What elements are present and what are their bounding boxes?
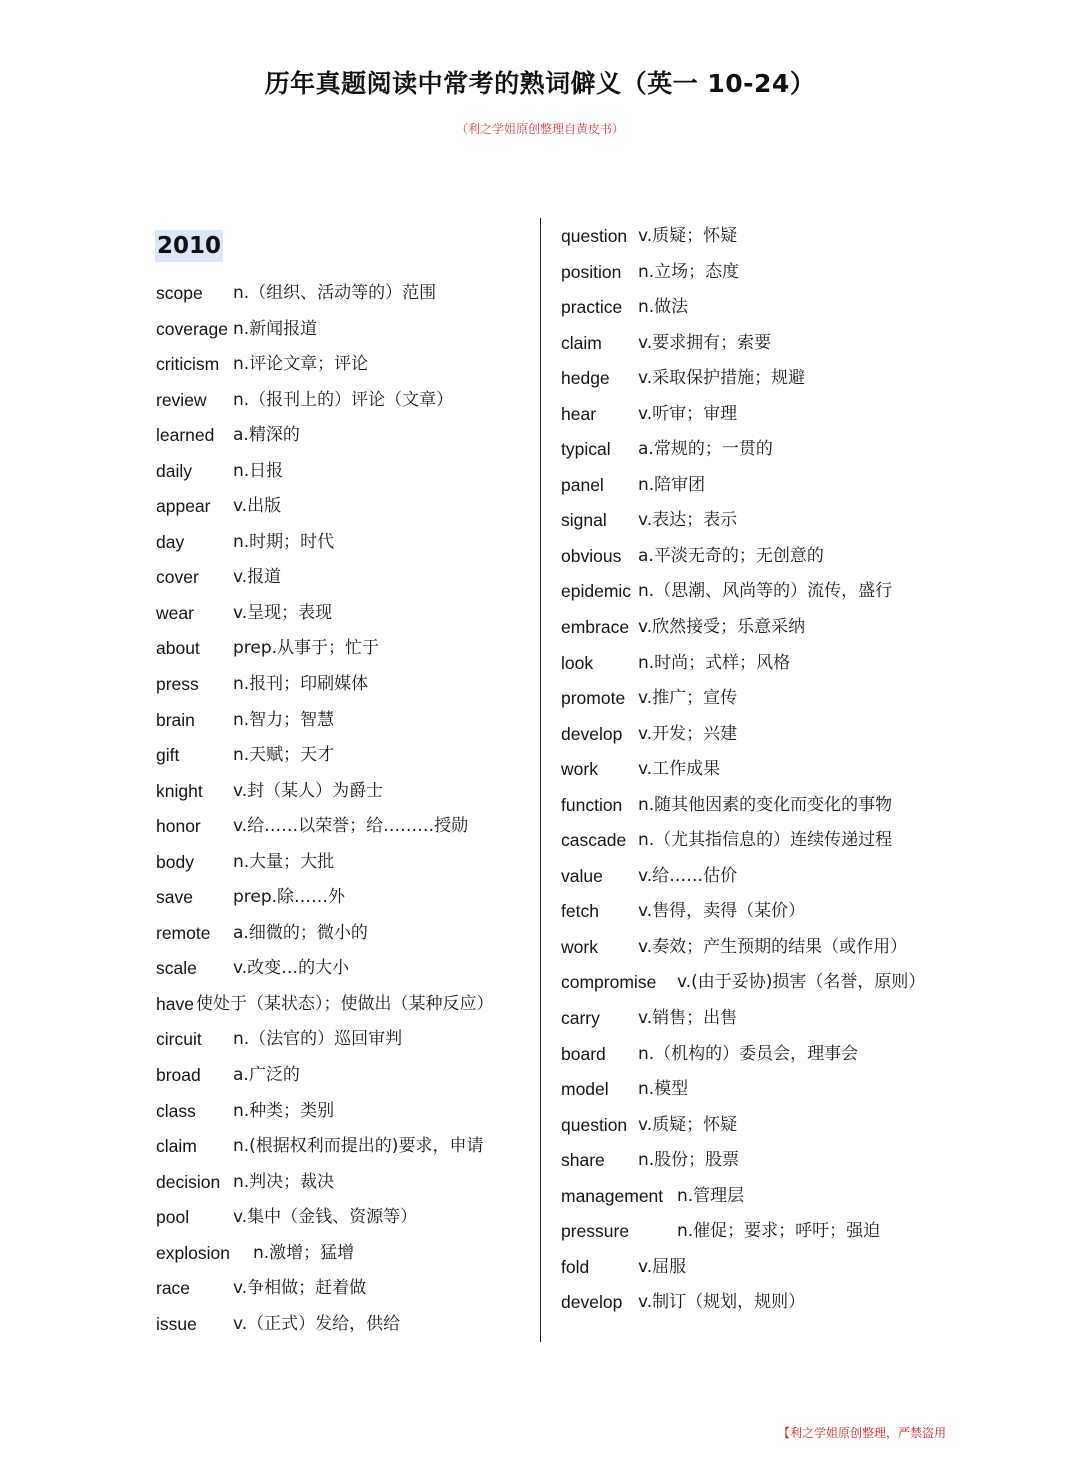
vocab-definition: n.模型 (638, 1079, 689, 1100)
year-heading: 2010 (155, 230, 223, 262)
vocab-definition: v.(由于妥协)损害（名誉，原则） (677, 972, 926, 993)
vocab-definition: n.管理层 (677, 1185, 745, 1206)
vocab-entry (156, 845, 536, 881)
vocab-definition: v.推广；宣传 (638, 688, 738, 709)
vocab-entry (156, 454, 536, 490)
vocab-word: typical (561, 439, 611, 460)
vocab-word: develop (561, 1292, 623, 1313)
vocab-word: scope (156, 283, 203, 303)
vocab-entry (156, 276, 536, 312)
vocab-word: obvious (561, 545, 622, 566)
vocab-definition: n.（法官的）巡回审判 (233, 1029, 403, 1050)
vocab-word: wear (156, 602, 194, 623)
vocab-entry (561, 361, 941, 397)
vocab-word: brain (156, 709, 195, 730)
vocab-word: look (561, 652, 594, 673)
vocab-entry (156, 418, 536, 454)
vocab-definition: v.出版 (233, 496, 282, 517)
vocab-word: learned (156, 425, 215, 446)
vocab-entry (156, 987, 536, 1023)
vocab-definition: n.（思潮、风尚等的）流传，盛行 (638, 581, 893, 602)
vocab-word: remote (156, 922, 211, 943)
vocab-entry (561, 1001, 941, 1037)
vocab-definition: n.催促；要求；呼吁；强迫 (677, 1221, 881, 1242)
vocab-entry (156, 1129, 536, 1165)
vocab-definition: v.奏效；产生预期的结果（或作用） (638, 936, 908, 957)
vocab-word: epidemic (561, 581, 632, 602)
vocab-word: pool (156, 1207, 190, 1228)
vocab-definition: n.随其他因素的变化而变化的事物 (638, 794, 893, 815)
vocab-definition: n.报刊；印刷媒体 (233, 674, 369, 695)
vocab-definition: n.（机构的）委员会，理事会 (638, 1043, 859, 1064)
vocab-definition: v.给……估价 (638, 865, 738, 886)
column-divider (540, 218, 541, 1342)
vocab-entry (561, 788, 941, 824)
vocab-entry (156, 774, 536, 810)
vocab-word: knight (156, 780, 203, 801)
vocab-definition: v.开发；兴建 (638, 723, 738, 744)
vocab-word: cascade (561, 830, 627, 851)
vocab-definition: v.呈现；表现 (233, 602, 333, 623)
vocab-definition: n.判决；裁决 (233, 1171, 335, 1192)
vocab-definition: a.广泛的 (233, 1065, 300, 1086)
vocab-definition: n.时期；时代 (233, 531, 335, 552)
vocab-definition: n.（报刊上的）评论（文章） (233, 389, 454, 410)
vocab-definition: n.陪审团 (638, 474, 706, 495)
vocab-entry (561, 397, 941, 433)
vocab-entry (561, 503, 941, 539)
vocab-entry (561, 1214, 941, 1250)
vocab-word: race (156, 1278, 191, 1299)
vocab-word: day (156, 531, 185, 552)
document-subtitle: （利之学姐原创整理自黄皮书） (455, 122, 624, 136)
vocab-definition: n.做法 (638, 297, 689, 318)
vocab-word: coverage (156, 318, 228, 339)
vocab-definition: prep.除……外 (233, 887, 346, 908)
vocab-definition: v.屈服 (638, 1256, 687, 1277)
vocab-entry (156, 489, 536, 525)
vocab-definition: v.质疑；怀疑 (638, 226, 738, 246)
vocab-entry (156, 1200, 536, 1236)
vocab-word: compromise (561, 972, 657, 993)
vocab-entry (156, 809, 536, 845)
vocab-definition: v.报道 (233, 567, 282, 588)
vocab-definition: a.细微的；微小的 (233, 922, 368, 943)
vocab-entry (561, 574, 941, 610)
vocab-word: develop (561, 723, 623, 744)
vocab-definition: n.天赋；天才 (233, 745, 335, 766)
vocab-word: board (561, 1043, 606, 1064)
vocab-definition: v.欣然接受；乐意采纳 (638, 617, 806, 638)
vocab-entry (156, 738, 536, 774)
vocab-entry (561, 1108, 941, 1144)
vocab-entry (156, 1058, 536, 1094)
vocab-definition: v.工作成果 (638, 759, 721, 780)
vocab-word: claim (561, 332, 602, 353)
vocab-definition: n.智力；智慧 (233, 709, 335, 730)
vocab-word: gift (156, 745, 180, 766)
vocab-word: work (561, 759, 598, 780)
vocab-entry (156, 703, 536, 739)
vocab-definition: n.新闻报道 (233, 318, 318, 339)
vocab-definition: n.种类；类别 (233, 1100, 335, 1121)
vocab-entry (561, 930, 941, 966)
vocab-definition: n.评论文章；评论 (233, 354, 369, 375)
vocab-entry (156, 1236, 536, 1272)
vocab-entry (561, 290, 941, 326)
vocab-word: value (561, 865, 603, 886)
vocab-word: daily (156, 460, 192, 481)
vocab-word: question (561, 1114, 628, 1135)
vocab-word: promote (561, 688, 626, 709)
vocab-word: broad (156, 1065, 201, 1086)
vocab-entry (156, 1307, 536, 1343)
vocab-definition: n.大量；大批 (233, 851, 335, 872)
vocab-word: appear (156, 496, 211, 517)
vocab-entry (561, 965, 941, 1001)
vocab-word: share (561, 1150, 605, 1171)
vocab-definition: v.集中（金钱、资源等） (233, 1207, 418, 1228)
vocab-word: carry (561, 1008, 600, 1029)
vocab-entry (156, 1271, 536, 1307)
vocab-word: scale (156, 958, 197, 979)
vocab-entry (156, 880, 536, 916)
vocab-word: signal (561, 510, 607, 531)
vocab-definition: a.平淡无奇的；无创意的 (638, 545, 824, 566)
vocab-entry (561, 326, 941, 362)
vocab-entry (156, 951, 536, 987)
vocab-definition: v.给……以荣誉；给………授勋 (233, 816, 469, 837)
vocab-word: model (561, 1079, 609, 1100)
right-vocab-column (561, 219, 941, 1321)
vocab-entry (156, 596, 536, 632)
vocab-word: hedge (561, 368, 610, 389)
vocab-entry (561, 823, 941, 859)
vocab-entry (561, 1143, 941, 1179)
vocab-entry (156, 916, 536, 952)
vocab-entry (561, 219, 941, 255)
vocab-definition: a.精深的 (233, 425, 300, 446)
vocab-definition: n.日报 (233, 460, 284, 481)
vocab-definition: v.销售；出售 (638, 1008, 738, 1029)
vocab-word: class (156, 1100, 196, 1121)
vocab-word: save (156, 887, 193, 908)
vocab-word: pressure (561, 1221, 630, 1242)
vocab-definition: v.表达；表示 (638, 510, 738, 531)
vocab-definition: n.激增；猛增 (253, 1242, 355, 1263)
vocab-entry (561, 752, 941, 788)
vocab-definition: v.售得，卖得（某价） (638, 901, 806, 922)
vocab-definition: v.听审；审理 (638, 403, 738, 424)
vocab-entry (561, 1285, 941, 1321)
vocab-word: decision (156, 1171, 221, 1192)
vocab-word: cover (156, 567, 199, 588)
vocab-word: review (156, 389, 207, 410)
vocab-word: position (561, 261, 622, 282)
vocab-entry (561, 1250, 941, 1286)
vocab-entry (156, 1094, 536, 1130)
vocab-word: question (561, 226, 628, 246)
vocab-word: work (561, 936, 598, 957)
vocab-word: embrace (561, 617, 630, 638)
vocab-entry (561, 1072, 941, 1108)
vocab-definition: v.要求拥有；索要 (638, 332, 772, 353)
vocab-definition: v.采取保护措施；规避 (638, 368, 806, 389)
vocab-word: explosion (156, 1242, 230, 1263)
vocab-word: practice (561, 297, 623, 318)
vocab-definition: prep.从事于；忙于 (233, 638, 380, 659)
vocab-entry (156, 560, 536, 596)
vocab-entry (156, 347, 536, 383)
vocab-entry (156, 312, 536, 348)
vocab-word: body (156, 851, 194, 872)
vocab-word: function (561, 794, 623, 815)
vocab-entry (561, 646, 941, 682)
vocab-definition: a.常规的；一贯的 (638, 439, 773, 460)
vocab-definition: n.（组织、活动等的）范围 (233, 283, 437, 303)
vocab-word: fold (561, 1256, 590, 1277)
document-title: 历年真题阅读中常考的熟词僻义（英一 10-24） (264, 69, 816, 98)
vocab-word: about (156, 638, 200, 659)
vocab-definition: n.时尚；式样；风格 (638, 652, 791, 673)
copyright-footer: 【利之学姐原创整理，严禁盗用 (778, 1426, 947, 1440)
vocab-definition: v.制订（规划，规则） (638, 1292, 806, 1313)
vocab-definition: n.（尤其指信息的）连续传递过程 (638, 830, 893, 851)
vocab-entry (561, 859, 941, 895)
vocab-entry (561, 717, 941, 753)
vocab-definition: n.(根据权利而提出的)要求，申请 (233, 1136, 484, 1157)
vocab-entry (156, 667, 536, 703)
vocab-entry (561, 468, 941, 504)
left-vocab-column (156, 276, 536, 1342)
vocab-entry (156, 525, 536, 561)
vocab-entry (561, 681, 941, 717)
vocab-word: circuit (156, 1029, 202, 1050)
vocab-word: panel (561, 474, 604, 495)
vocab-word: press (156, 674, 199, 695)
vocab-word: management (561, 1185, 664, 1206)
vocab-entry (561, 432, 941, 468)
vocab-word: criticism (156, 354, 220, 375)
vocab-entry (561, 1179, 941, 1215)
vocab-definition: 使处于（某状态）；使做出（某种反应） (196, 993, 494, 1014)
vocab-definition: v.改变…的大小 (233, 958, 350, 979)
vocab-definition: n.立场；态度 (638, 261, 740, 282)
vocab-entry (561, 610, 941, 646)
vocab-definition: v.封（某人）为爵士 (233, 780, 384, 801)
vocab-word: issue (156, 1313, 197, 1334)
vocab-word: claim (156, 1136, 197, 1157)
vocab-definition: v.（正式）发给，供给 (233, 1313, 401, 1334)
vocab-entry (156, 1022, 536, 1058)
vocab-entry (561, 1037, 941, 1073)
vocab-word: hear (561, 403, 597, 424)
vocab-entry (156, 1165, 536, 1201)
vocab-definition: v.质疑；怀疑 (638, 1114, 738, 1135)
vocab-definition: v.争相做；赶着做 (233, 1278, 367, 1299)
vocab-entry (561, 539, 941, 575)
vocab-entry (561, 255, 941, 291)
vocab-word: honor (156, 816, 201, 837)
vocab-word: fetch (561, 901, 599, 922)
vocab-definition: n.股份；股票 (638, 1150, 740, 1171)
vocab-entry (561, 894, 941, 930)
vocab-entry (156, 631, 536, 667)
vocab-word: have (156, 993, 194, 1014)
vocab-entry (156, 383, 536, 419)
